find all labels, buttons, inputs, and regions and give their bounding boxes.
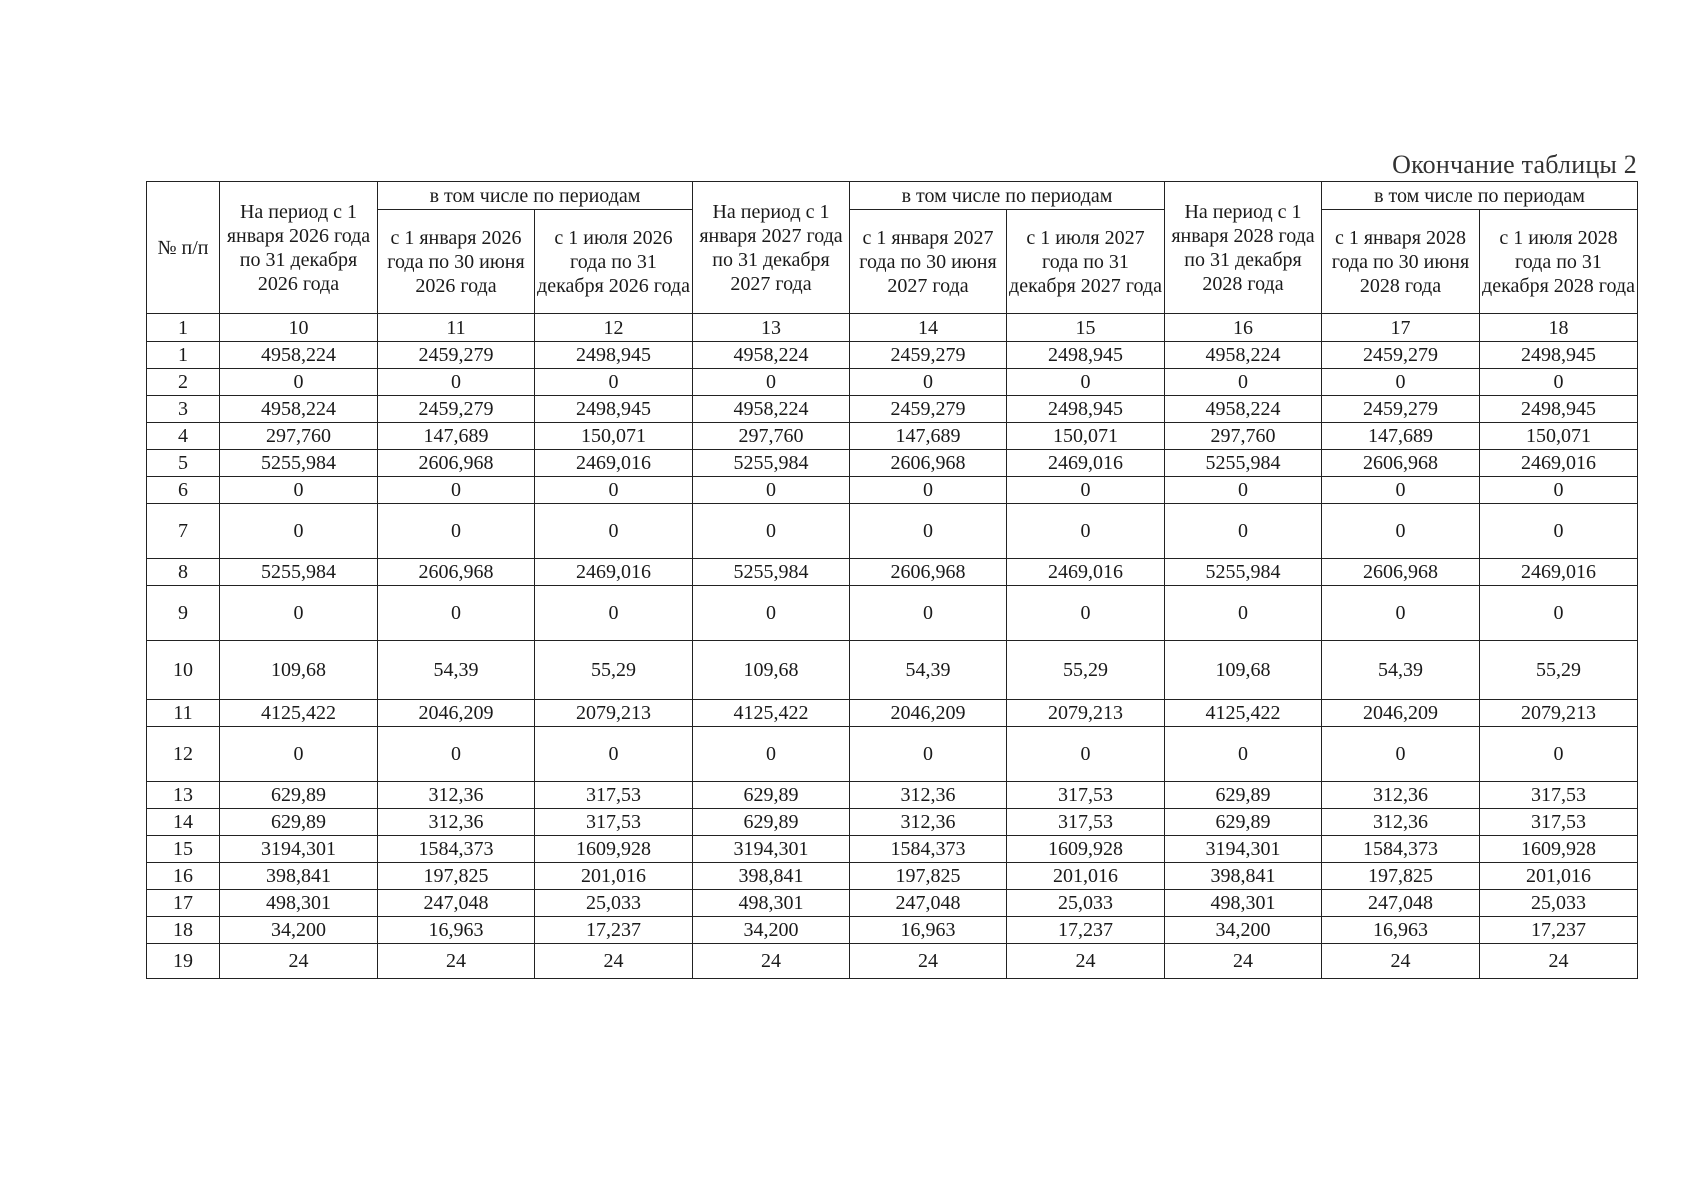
table-cell: 0 (1322, 369, 1480, 396)
table-cell: 55,29 (1480, 641, 1638, 700)
row-number: 5 (147, 450, 220, 477)
table-cell: 3194,301 (693, 836, 850, 863)
table-cell: 16,963 (850, 917, 1007, 944)
table-row (147, 700, 1638, 727)
table-cell: 34,200 (693, 917, 850, 944)
table-cell: 197,825 (850, 863, 1007, 890)
table-cell: 54,39 (378, 641, 535, 700)
header-period-2026: На период с 1 января 2026 года по 31 декабря 2026 года (220, 182, 378, 314)
table-cell: 0 (1480, 504, 1638, 559)
table-cell: 2469,016 (535, 450, 693, 477)
table-cell: 5255,984 (1165, 450, 1322, 477)
table-cell: 197,825 (378, 863, 535, 890)
table-cell: 398,841 (220, 863, 378, 890)
table-cell: 2046,209 (1322, 700, 1480, 727)
table-cell: 2459,279 (1322, 396, 1480, 423)
table-cell: 0 (220, 504, 378, 559)
table-cell: 0 (693, 586, 850, 641)
table-cell: 25,033 (1480, 890, 1638, 917)
table-cell: 2469,016 (1480, 559, 1638, 586)
row-number: 10 (147, 641, 220, 700)
table-cell: 398,841 (693, 863, 850, 890)
table-cell: 25,033 (1007, 890, 1165, 917)
table-cell: 2498,945 (1007, 396, 1165, 423)
header-group-2026: в том числе по периодам (378, 182, 693, 210)
table-cell: 398,841 (1165, 863, 1322, 890)
table-cell: 55,29 (535, 641, 693, 700)
column-number: 15 (1007, 314, 1165, 342)
table-cell: 629,89 (1165, 809, 1322, 836)
table-cell: 0 (1322, 504, 1480, 559)
header-period-2028: На период с 1 января 2028 года по 31 декабря 2028 года (1165, 182, 1322, 314)
row-number: 6 (147, 477, 220, 504)
table-cell: 0 (535, 369, 693, 396)
column-number: 10 (220, 314, 378, 342)
table-cell: 24 (535, 944, 693, 979)
table-cell: 629,89 (693, 782, 850, 809)
table-cell: 312,36 (378, 809, 535, 836)
table-row (147, 369, 1638, 396)
table-cell: 5255,984 (220, 450, 378, 477)
table-cell: 54,39 (850, 641, 1007, 700)
table-cell: 2606,968 (1322, 559, 1480, 586)
table-row (147, 836, 1638, 863)
table-cell: 197,825 (1322, 863, 1480, 890)
table-row (147, 944, 1638, 979)
header-row-top (147, 182, 1638, 210)
table-cell: 16,963 (1322, 917, 1480, 944)
table-cell: 312,36 (1322, 782, 1480, 809)
table-cell: 0 (220, 477, 378, 504)
table-cell: 4125,422 (220, 700, 378, 727)
table-cell: 2498,945 (1480, 396, 1638, 423)
table-caption: Окончание таблицы 2 (1392, 150, 1637, 179)
table-cell: 2079,213 (535, 700, 693, 727)
table-cell: 0 (378, 504, 535, 559)
table-cell: 0 (535, 504, 693, 559)
table-cell: 2606,968 (378, 450, 535, 477)
table-cell: 2459,279 (1322, 342, 1480, 369)
table-cell: 0 (1165, 504, 1322, 559)
row-number: 13 (147, 782, 220, 809)
table-cell: 0 (378, 477, 535, 504)
table-row (147, 586, 1638, 641)
table-cell: 0 (220, 586, 378, 641)
table-cell: 1584,373 (850, 836, 1007, 863)
header-group-2027: в том числе по периодам (850, 182, 1165, 210)
table-cell: 2079,213 (1480, 700, 1638, 727)
column-number-row (147, 314, 1638, 342)
table-cell: 297,760 (693, 423, 850, 450)
table-cell: 17,237 (1480, 917, 1638, 944)
row-number: 11 (147, 700, 220, 727)
table-cell: 0 (378, 727, 535, 782)
table-cell: 4125,422 (1165, 700, 1322, 727)
row-number: 4 (147, 423, 220, 450)
table-cell: 0 (693, 504, 850, 559)
table-cell: 1609,928 (535, 836, 693, 863)
table-cell: 24 (1322, 944, 1480, 979)
table-cell: 312,36 (850, 809, 1007, 836)
table-cell: 1609,928 (1007, 836, 1165, 863)
table-cell: 0 (1165, 369, 1322, 396)
row-number: 17 (147, 890, 220, 917)
table-cell: 312,36 (850, 782, 1007, 809)
row-number: 14 (147, 809, 220, 836)
table-cell: 1584,373 (378, 836, 535, 863)
table-cell: 4958,224 (220, 342, 378, 369)
table-cell: 109,68 (220, 641, 378, 700)
row-number: 9 (147, 586, 220, 641)
table-cell: 0 (850, 477, 1007, 504)
table-cell: 498,301 (693, 890, 850, 917)
table-cell: 4125,422 (693, 700, 850, 727)
table-cell: 0 (1480, 727, 1638, 782)
table-cell: 0 (850, 369, 1007, 396)
header-h2-2028: с 1 июля 2028 года по 31 декабря 2028 года (1480, 210, 1638, 314)
table-cell: 317,53 (1480, 809, 1638, 836)
table-cell: 109,68 (1165, 641, 1322, 700)
table-cell: 4958,224 (693, 396, 850, 423)
table-cell: 0 (378, 586, 535, 641)
table-row (147, 641, 1638, 700)
table-cell: 5255,984 (693, 450, 850, 477)
table-row (147, 477, 1638, 504)
table-cell: 629,89 (220, 809, 378, 836)
table-cell: 3194,301 (1165, 836, 1322, 863)
table-cell: 247,048 (378, 890, 535, 917)
table-row (147, 396, 1638, 423)
table-cell: 297,760 (220, 423, 378, 450)
table-cell: 2459,279 (850, 342, 1007, 369)
table-cell: 3194,301 (220, 836, 378, 863)
table-row (147, 559, 1638, 586)
row-number: 7 (147, 504, 220, 559)
table-cell: 2459,279 (378, 342, 535, 369)
table-cell: 24 (1480, 944, 1638, 979)
table-cell: 5255,984 (220, 559, 378, 586)
table-cell: 0 (1322, 477, 1480, 504)
table-cell: 24 (693, 944, 850, 979)
table-cell: 0 (850, 586, 1007, 641)
row-number: 19 (147, 944, 220, 979)
header-h2-2027: с 1 июля 2027 года по 31 декабря 2027 года (1007, 210, 1165, 314)
row-number: 12 (147, 727, 220, 782)
table-cell: 4958,224 (1165, 396, 1322, 423)
table-row (147, 450, 1638, 477)
table-cell: 0 (1165, 727, 1322, 782)
table-row (147, 782, 1638, 809)
table-cell: 629,89 (693, 809, 850, 836)
table-cell: 201,016 (535, 863, 693, 890)
table-cell: 0 (220, 369, 378, 396)
table-cell: 2469,016 (1480, 450, 1638, 477)
table-cell: 1609,928 (1480, 836, 1638, 863)
table-cell: 0 (378, 369, 535, 396)
table-cell: 0 (1322, 586, 1480, 641)
table-cell: 55,29 (1007, 641, 1165, 700)
table-cell: 5255,984 (1165, 559, 1322, 586)
table-cell: 2046,209 (378, 700, 535, 727)
table-cell: 0 (850, 727, 1007, 782)
table-cell: 2469,016 (1007, 559, 1165, 586)
table-row (147, 890, 1638, 917)
row-number: 16 (147, 863, 220, 890)
header-h1-2027: с 1 января 2027 года по 30 июня 2027 года (850, 210, 1007, 314)
table-cell: 109,68 (693, 641, 850, 700)
table-cell: 54,39 (1322, 641, 1480, 700)
table-body (147, 342, 1638, 979)
header-number: № п/п (147, 182, 220, 314)
column-number: 12 (535, 314, 693, 342)
table-cell: 2606,968 (850, 559, 1007, 586)
table-cell: 0 (1480, 369, 1638, 396)
table-cell: 312,36 (378, 782, 535, 809)
column-number: 1 (147, 314, 220, 342)
table-cell: 24 (378, 944, 535, 979)
table-cell: 2469,016 (1007, 450, 1165, 477)
table-cell: 2498,945 (1480, 342, 1638, 369)
table-cell: 0 (1007, 504, 1165, 559)
table-cell: 24 (220, 944, 378, 979)
header-h2-2026: с 1 июля 2026 года по 31 декабря 2026 года (535, 210, 693, 314)
table-cell: 25,033 (535, 890, 693, 917)
table-cell: 2459,279 (378, 396, 535, 423)
table-cell: 0 (693, 369, 850, 396)
table-row (147, 917, 1638, 944)
table-cell: 16,963 (378, 917, 535, 944)
table-cell: 24 (1165, 944, 1322, 979)
table-cell: 312,36 (1322, 809, 1480, 836)
table-cell: 147,689 (378, 423, 535, 450)
table-cell: 34,200 (1165, 917, 1322, 944)
table-cell: 0 (693, 727, 850, 782)
table-row (147, 342, 1638, 369)
table-cell: 498,301 (1165, 890, 1322, 917)
table-cell: 0 (1480, 477, 1638, 504)
table-cell: 147,689 (1322, 423, 1480, 450)
table-cell: 5255,984 (693, 559, 850, 586)
table-cell: 4958,224 (693, 342, 850, 369)
table-cell: 2498,945 (1007, 342, 1165, 369)
table-cell: 0 (693, 477, 850, 504)
table-cell: 317,53 (535, 809, 693, 836)
table-cell: 4958,224 (220, 396, 378, 423)
table-cell: 0 (1007, 477, 1165, 504)
table-row (147, 809, 1638, 836)
table-cell: 0 (850, 504, 1007, 559)
table-cell: 201,016 (1007, 863, 1165, 890)
table-cell: 2459,279 (850, 396, 1007, 423)
data-table (146, 181, 1638, 979)
table-cell: 629,89 (1165, 782, 1322, 809)
table-cell: 2046,209 (850, 700, 1007, 727)
table-cell: 0 (1165, 586, 1322, 641)
table-cell: 4958,224 (1165, 342, 1322, 369)
header-h1-2028: с 1 января 2028 года по 30 июня 2028 года (1322, 210, 1480, 314)
table-cell: 150,071 (535, 423, 693, 450)
table-cell: 17,237 (1007, 917, 1165, 944)
table-row (147, 727, 1638, 782)
table-cell: 0 (1007, 586, 1165, 641)
table-cell: 0 (1165, 477, 1322, 504)
table-cell: 0 (1322, 727, 1480, 782)
table-cell: 2079,213 (1007, 700, 1165, 727)
table-cell: 201,016 (1480, 863, 1638, 890)
table-cell: 1584,373 (1322, 836, 1480, 863)
table-cell: 0 (220, 727, 378, 782)
table-cell: 17,237 (535, 917, 693, 944)
table-cell: 0 (535, 477, 693, 504)
row-number: 15 (147, 836, 220, 863)
table-cell: 0 (1007, 369, 1165, 396)
column-number: 18 (1480, 314, 1638, 342)
table-cell: 317,53 (1007, 809, 1165, 836)
row-number: 18 (147, 917, 220, 944)
table-row (147, 504, 1638, 559)
table-cell: 2498,945 (535, 342, 693, 369)
table-cell: 24 (850, 944, 1007, 979)
column-number: 14 (850, 314, 1007, 342)
column-number: 17 (1322, 314, 1480, 342)
table-cell: 0 (1480, 586, 1638, 641)
table-cell: 317,53 (1007, 782, 1165, 809)
table-cell: 2606,968 (850, 450, 1007, 477)
table-cell: 0 (535, 586, 693, 641)
table-cell: 147,689 (850, 423, 1007, 450)
table-cell: 297,760 (1165, 423, 1322, 450)
table-cell: 150,071 (1480, 423, 1638, 450)
table-cell: 0 (535, 727, 693, 782)
table-row (147, 863, 1638, 890)
table-cell: 247,048 (1322, 890, 1480, 917)
table-cell: 2606,968 (378, 559, 535, 586)
table-cell: 2606,968 (1322, 450, 1480, 477)
table-cell: 34,200 (220, 917, 378, 944)
table-cell: 247,048 (850, 890, 1007, 917)
column-number: 13 (693, 314, 850, 342)
column-number: 16 (1165, 314, 1322, 342)
header-period-2027: На период с 1 января 2027 года по 31 декабря 2027 года (693, 182, 850, 314)
table-row (147, 423, 1638, 450)
header-h1-2026: с 1 января 2026 года по 30 июня 2026 года (378, 210, 535, 314)
table-cell: 150,071 (1007, 423, 1165, 450)
header-group-2028: в том числе по периодам (1322, 182, 1638, 210)
table-cell: 317,53 (1480, 782, 1638, 809)
row-number: 8 (147, 559, 220, 586)
table-cell: 2469,016 (535, 559, 693, 586)
table-cell: 0 (1007, 727, 1165, 782)
table-cell: 317,53 (535, 782, 693, 809)
row-number: 2 (147, 369, 220, 396)
column-number: 11 (378, 314, 535, 342)
table-cell: 2498,945 (535, 396, 693, 423)
table-cell: 498,301 (220, 890, 378, 917)
table-cell: 24 (1007, 944, 1165, 979)
table-cell: 629,89 (220, 782, 378, 809)
row-number: 3 (147, 396, 220, 423)
row-number: 1 (147, 342, 220, 369)
